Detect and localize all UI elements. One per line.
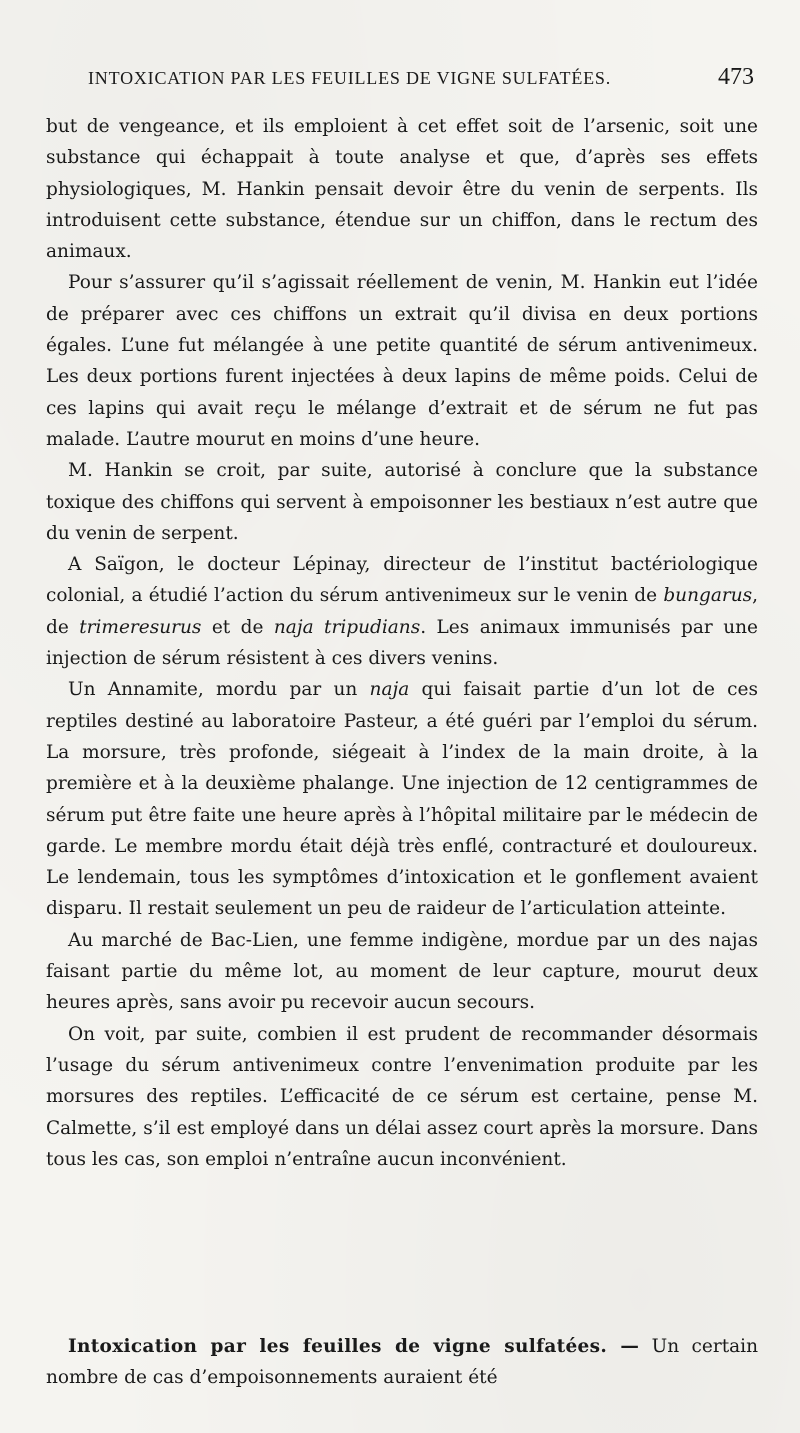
section-title: Intoxication par les feuilles de vigne sulfatées. — xyxy=(68,1336,640,1357)
section-paragraph xyxy=(46,1331,758,1394)
italic-term: bungarus xyxy=(663,585,753,607)
paragraph-6 xyxy=(46,925,758,1019)
text-run: A Saïgon, le docteur Lépinay, directeur de l’institut bactériologique colonial, a étudié l’action du sérum antivenimeux sur le venin de xyxy=(46,554,758,607)
section-text: Un certain nombre de cas d’empoisonnements auraient été xyxy=(46,1336,758,1389)
text-run: Pour s’assurer qu’il s’agissait réellement de venin, M. Hankin eut l’idée de préparer avec ces chiffons un extrait qu’il divisa en deux portions égales. L’une fut mélangée à une petite quantité de sérum antivenimeux. Les deux portions furent injectées à deux lapins de même poids. Celui de ces lapins qui avait reçu le mélange d’extrait et de sérum ne fut pas malade. L’autre mourut en moins d’une heure. xyxy=(46,272,758,450)
italic-term: naja tripudians xyxy=(273,616,421,638)
running-head xyxy=(88,66,754,96)
text-run: Au marché de Bac-Lien, une femme indigène, mordue par un des najas faisant partie du même lot, au moment de leur capture, mourut deux heures après, sans avoir pu recevoir aucun secours. xyxy=(46,929,758,1014)
page-number: 473 xyxy=(718,64,754,90)
paragraph-3 xyxy=(46,455,758,549)
paragraph-4 xyxy=(46,549,758,674)
paragraph-1 xyxy=(46,111,758,267)
text-run: qui faisait partie d’un lot de ces reptiles destiné au laboratoire Pasteur, a été guéri par l’emploi du sérum. La morsure, très profonde, siégeait à l’index de la main droite, à la première et à la deuxième phalange. Une injection de 12 centigrammes de sérum put être faite une heure après à l’hôpital militaire par le médecin de garde. Le membre mordu était déjà très enflé, contracturé et douloureux. Le lendemain, tous les symptômes d’intoxication et le gonflement avaient disparu. Il restait seulement un peu de raideur de l’articulation atteinte. xyxy=(46,679,758,920)
text-run: but de vengeance, et ils emploient à cet effet soit de l’arsenic, soit une substance qui échappait à toute analyse et que, d’après ses effets physiologiques, M. Hankin pensait devoir être du venin de serpents. Ils introduisent cette substance, étendue sur un chiffon, dans le rectum des animaux. xyxy=(46,116,758,263)
section-block xyxy=(46,1331,758,1394)
paragraph-2 xyxy=(46,267,758,455)
text-run: , de xyxy=(46,585,758,638)
text-run: . Les animaux immunisés par une injection de sérum résistent à ces divers venins. xyxy=(46,616,758,670)
text-run: Un Annamite, mordu par un xyxy=(68,679,370,701)
italic-term: naja xyxy=(369,679,410,701)
running-title: INTOXICATION PAR LES FEUILLES DE VIGNE SULFATÉES. xyxy=(88,68,612,88)
text-run: M. Hankin se croit, par suite, autorisé à conclure que la substance toxique des chiffons qui servent à empoisonner les bestiaux n’est autre que du venin de serpent. xyxy=(46,460,758,544)
body-text xyxy=(46,111,758,1175)
text-run: On voit, par suite, combien il est prudent de recommander désormais l’usage du sérum antivenimeux contre l’envenimation produite par les morsures des reptiles. L’efficacité de ce sérum est certaine, pense M. Calmette, s’il est employé dans un délai assez court après la morsure. Dans tous les cas, son emploi n’entraîne aucun inconvénient. xyxy=(46,1023,758,1170)
paragraph-7 xyxy=(46,1019,758,1175)
text-run: et de xyxy=(201,616,274,638)
paragraph-5 xyxy=(46,674,758,924)
italic-term: trimeresurus xyxy=(79,616,202,638)
